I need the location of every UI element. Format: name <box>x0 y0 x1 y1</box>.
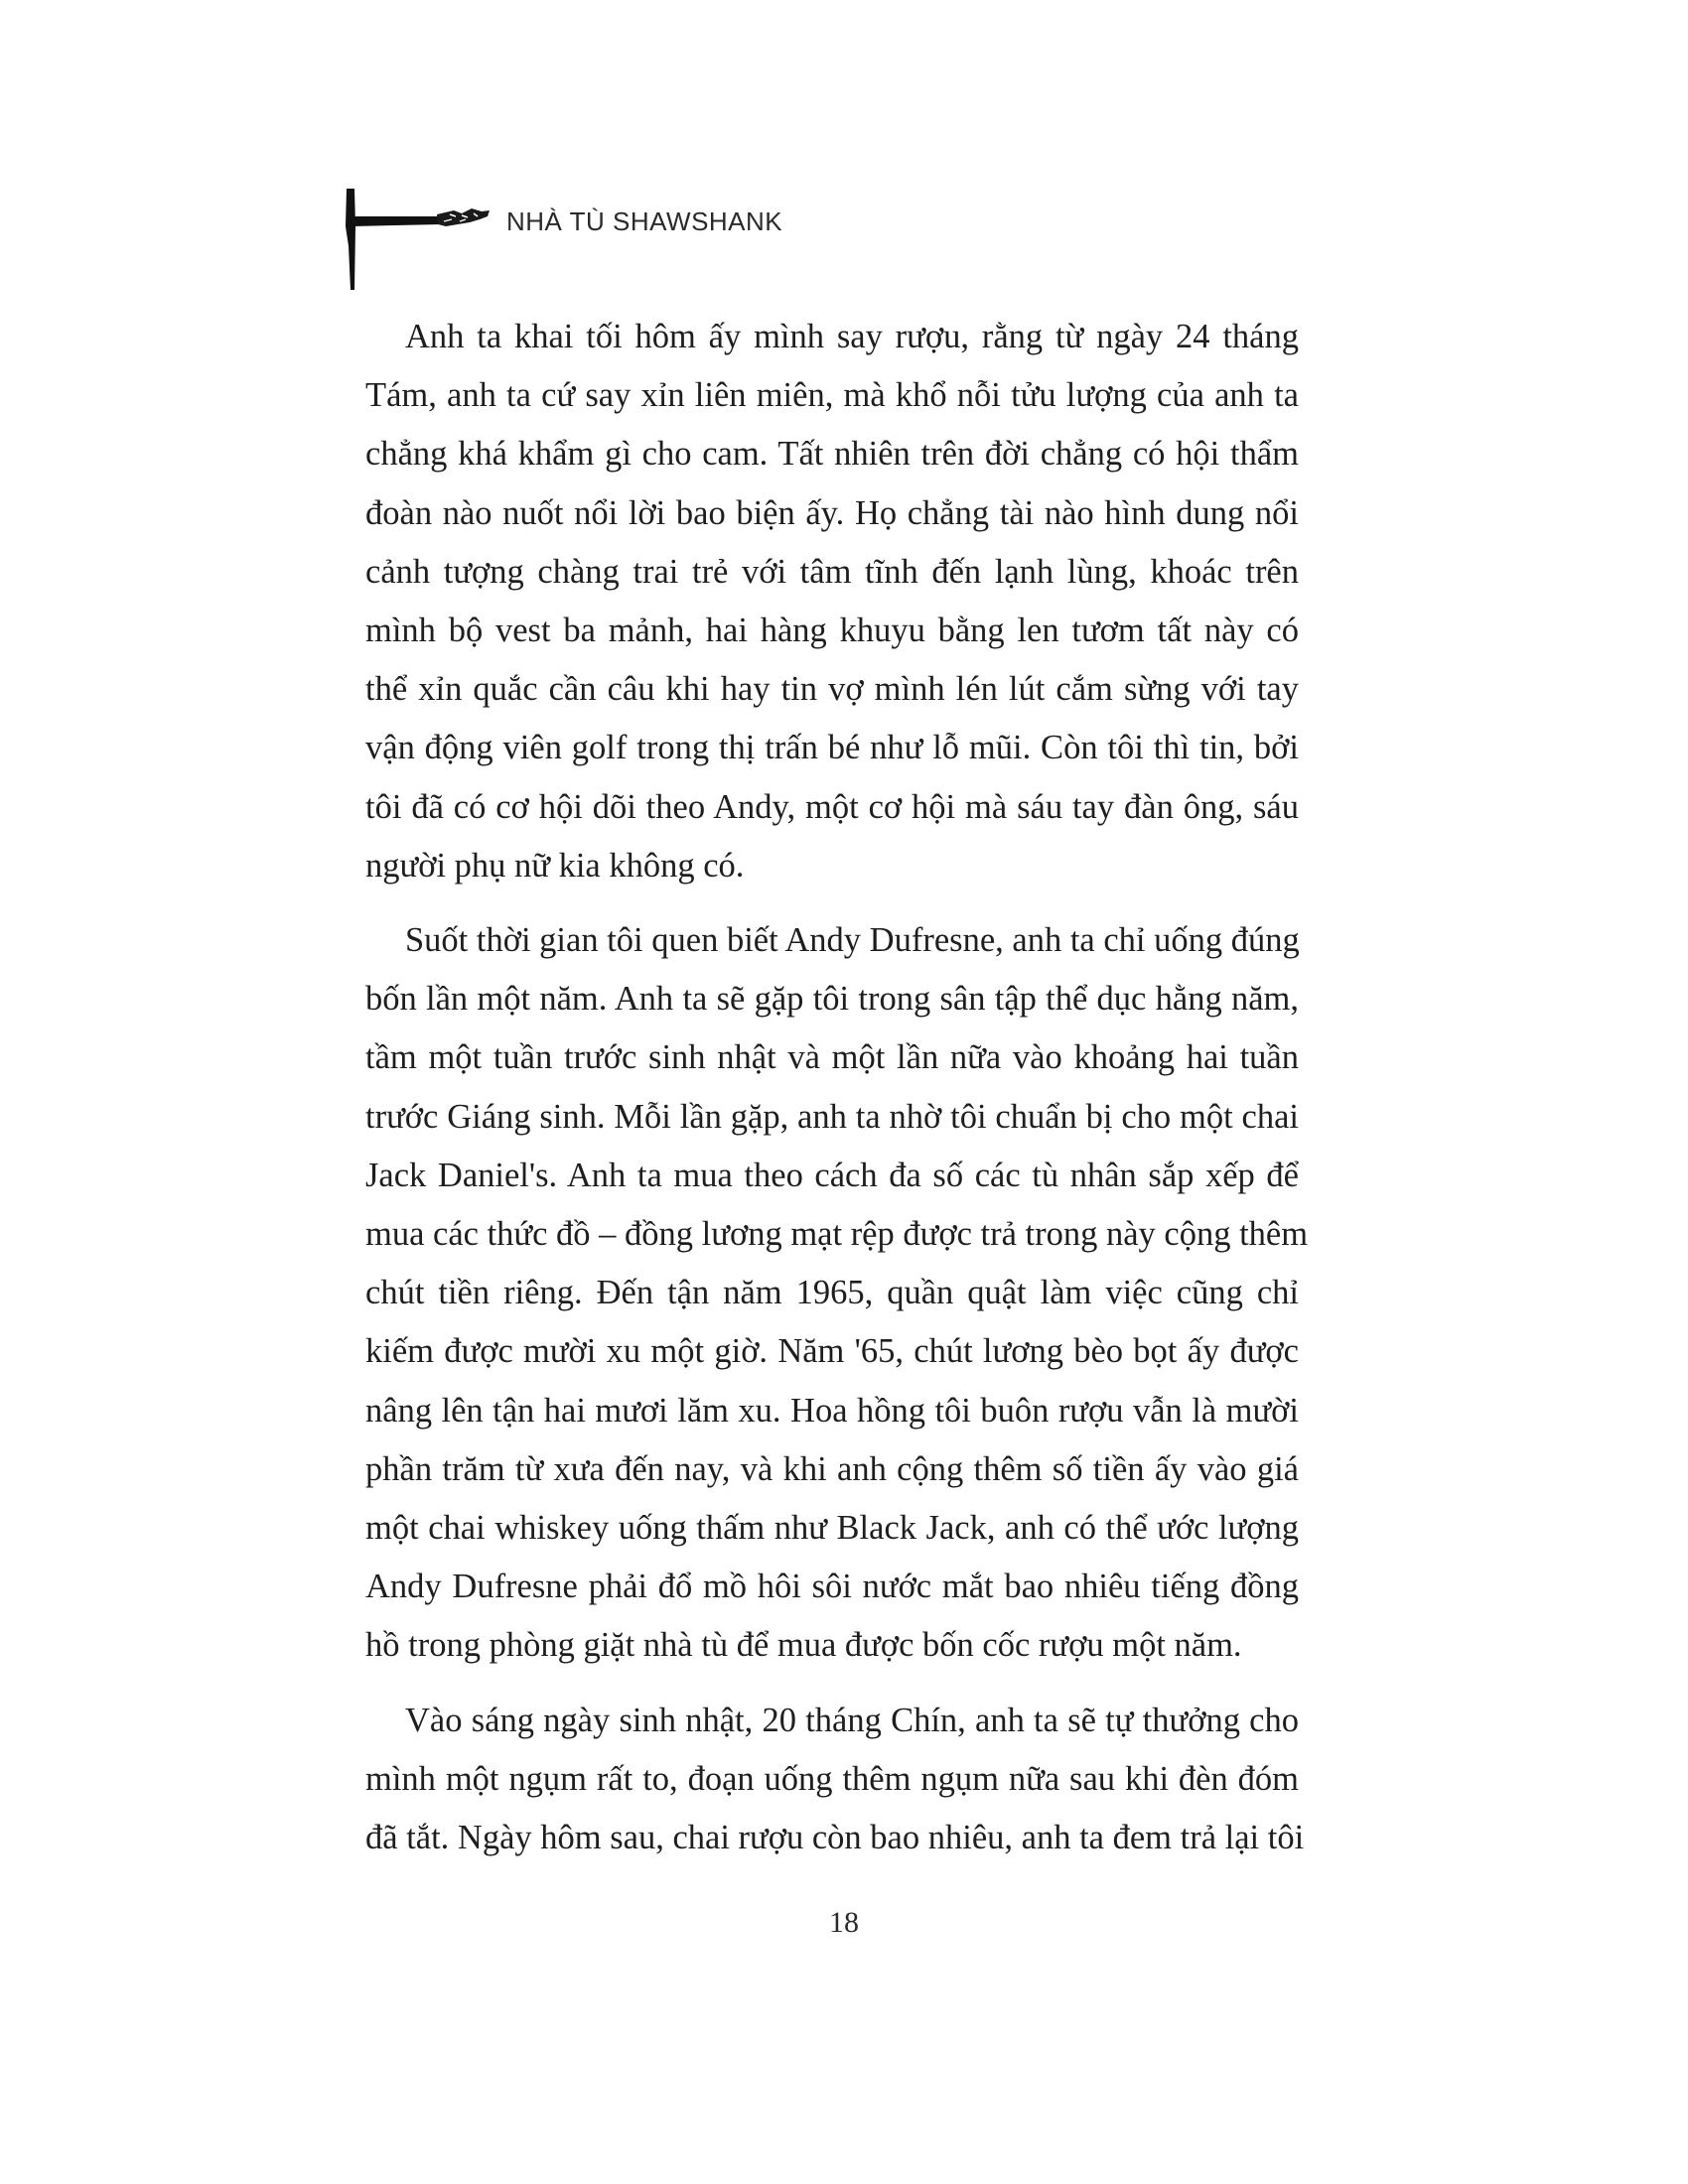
text-line: Andy Dufresne phải đổ mồ hôi sôi nước mắt bao nhiêu tiếng đồng <box>365 1568 1299 1606</box>
text-line: Tám, anh ta cứ say xỉn liên miên, mà khổ nỗi tửu lượng của anh ta <box>365 376 1299 415</box>
paragraph <box>365 308 1299 895</box>
text-line: chút tiền riêng. Đến tận năm 1965, quần quật làm việc cũng chỉ <box>365 1274 1299 1312</box>
text-line: hồ trong phòng giặt nhà tù để mua được bốn cốc rượu một năm. <box>365 1626 1242 1665</box>
text-line: kiếm được mười xu một giờ. Năm '65, chút lương bèo bọt ấy được <box>365 1332 1299 1371</box>
text-line: mua các thức đồ – đồng lương mạt rệp được trả trong này cộng thêm <box>365 1215 1309 1254</box>
text-line: đoàn nào nuốt nổi lời bao biện ấy. Họ chẳng tài nào hình dung nổi <box>365 493 1299 532</box>
text-line: phần trăm từ xưa đến nay, và khi anh cộng thêm số tiền ấy vào giá <box>365 1449 1299 1488</box>
text-line: thể xỉn quắc cần câu khi hay tin vợ mình lén lút cắm sừng với tay <box>365 670 1299 709</box>
text-line: mình một ngụm rất to, đoạn uống thêm ngụm nữa sau khi đèn đóm <box>365 1759 1299 1798</box>
text-line: mình bộ vest ba mảnh, hai hàng khuyu bằng len tươm tất này có <box>365 612 1299 650</box>
text-line: Suốt thời gian tôi quen biết Andy Dufresne, anh ta chỉ uống đúng <box>405 921 1300 960</box>
text-line: người phụ nữ kia không có. <box>365 846 745 885</box>
running-head <box>343 187 1137 291</box>
text-line: tôi đã có cơ hội dõi theo Andy, một cơ hội mà sáu tay đàn ông, sáu <box>365 787 1299 826</box>
text-line: chẳng khá khẩm gì cho cam. Tất nhiên trên đời chẳng có hội thẩm <box>365 435 1299 474</box>
text-line: trước Giáng sinh. Mỗi lần gặp, anh ta nhờ tôi chuẩn bị cho một chai <box>365 1097 1299 1136</box>
page-number: 18 <box>829 1906 859 1939</box>
paragraph <box>365 1692 1305 1868</box>
text-line: vận động viên golf trong thị trấn bé như lỗ mũi. Còn tôi thì tin, bởi <box>365 729 1299 767</box>
text-line: Vào sáng ngày sinh nhật, 20 tháng Chín, anh ta sẽ tự thưởng cho <box>405 1701 1299 1739</box>
text-line: cảnh tượng chàng trai trẻ với tâm tĩnh đến lạnh lùng, khoác trên <box>365 552 1299 591</box>
hammer-icon <box>343 187 492 291</box>
text-line: đã tắt. Ngày hôm sau, chai rượu còn bao nhiêu, anh ta đem trả lại tôi <box>365 1819 1305 1857</box>
paragraph <box>365 911 1309 1676</box>
text-line: một chai whiskey uống thấm như Black Jack, anh có thể ước lượng <box>365 1509 1299 1548</box>
text-line: tầm một tuần trước sinh nhật và một lần nữa vào khoảng hai tuần <box>365 1038 1299 1077</box>
text-line: Jack Daniel's. Anh ta mua theo cách đa số các tù nhân sắp xếp để <box>365 1156 1299 1194</box>
text-line: Anh ta khai tối hôm ấy mình say rượu, rằng từ ngày 24 tháng <box>405 318 1299 355</box>
text-line: bốn lần một năm. Anh ta sẽ gặp tôi trong sân tập thể dục hằng năm, <box>365 980 1299 1019</box>
text-line: nâng lên tận hai mươi lăm xu. Hoa hồng tôi buôn rượu vẫn là mười <box>365 1391 1299 1430</box>
running-head-title: NHÀ TÙ SHAWSHANK <box>506 206 783 236</box>
body-text <box>365 308 1309 1867</box>
